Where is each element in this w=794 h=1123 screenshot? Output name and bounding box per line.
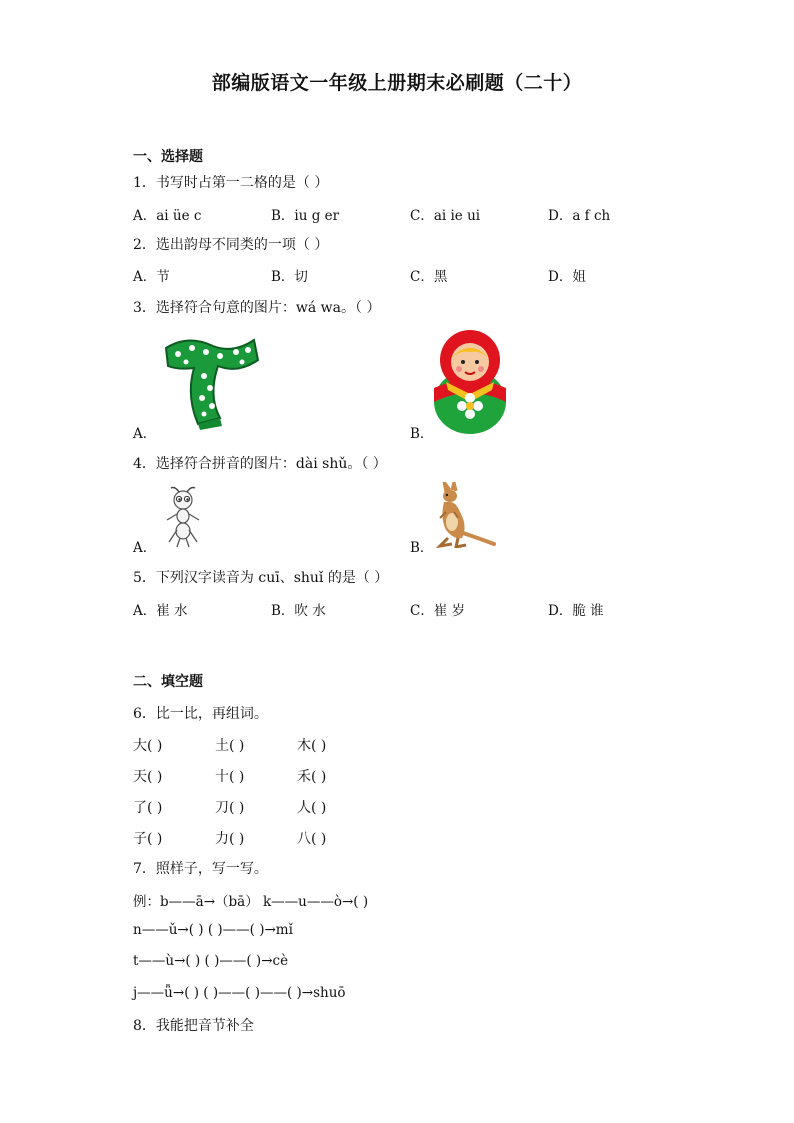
- q7-line[interactable]: j——ǖ→( ) ( )——( )——( )→shuō: [133, 985, 346, 1001]
- q6-cell[interactable]: 八( ): [297, 831, 327, 847]
- question-1-stem: 1．书写时占第一二格的是（ ）: [133, 175, 329, 191]
- q6-row-1: [133, 735, 379, 755]
- q6-cell[interactable]: 大( ): [133, 738, 163, 754]
- q2-option-a[interactable]: A．节: [133, 269, 170, 285]
- question-4-stem: 4．选择符合拼音的图片：dài shǔ。（ ）: [133, 456, 387, 472]
- q5-option-d[interactable]: D．脆 谁: [548, 603, 604, 619]
- q1-option-d[interactable]: D．a f ch: [548, 208, 611, 224]
- section-heading-choice: 一、选择题: [133, 149, 203, 165]
- q6-cell[interactable]: 十( ): [215, 769, 245, 785]
- q4-option-b[interactable]: B．: [410, 540, 434, 556]
- q5-option-a[interactable]: A．崔 水: [133, 603, 188, 619]
- q2-option-d[interactable]: D．姐: [548, 269, 586, 285]
- q7-example-line[interactable]: 例：b——ā→（bā） k——u——ò→( ): [133, 894, 369, 910]
- q6-cell[interactable]: 力( ): [215, 831, 245, 847]
- kangaroo-picture[interactable]: [434, 482, 496, 548]
- q3-option-b[interactable]: B．: [410, 426, 434, 442]
- q6-row-2: [133, 766, 379, 786]
- q5-option-b[interactable]: B．吹 水: [271, 603, 326, 619]
- q6-cell[interactable]: 了( ): [133, 800, 163, 816]
- q6-cell[interactable]: 人( ): [297, 800, 327, 816]
- q1-option-b[interactable]: B．iu g er: [271, 208, 340, 224]
- section-heading-fill-in: 二、填空题: [133, 674, 203, 690]
- q1-option-c[interactable]: C．ai ie ui: [410, 208, 481, 224]
- ant-picture[interactable]: [163, 486, 203, 548]
- q7-line[interactable]: t——ù→( ) ( )——( )→cè: [133, 953, 289, 969]
- question-5-stem: 5．下列汉字读音为 cuī、shuǐ 的是（ ）: [133, 570, 389, 586]
- q6-cell[interactable]: 子( ): [133, 831, 163, 847]
- question-3-stem: 3．选择符合句意的图片：wá wa。（ ）: [133, 300, 381, 316]
- nesting-doll-picture[interactable]: [432, 328, 508, 434]
- q6-cell[interactable]: 木( ): [297, 738, 327, 754]
- q3-option-a[interactable]: A．: [133, 426, 157, 442]
- q6-row-4: [133, 828, 379, 848]
- page-title: 部编版语文一年级上册期末必刷题（二十）: [211, 72, 583, 94]
- q6-cell[interactable]: 禾( ): [297, 769, 327, 785]
- q6-cell[interactable]: 刀( ): [215, 800, 245, 816]
- question-6-stem: 6．比一比，再组词。: [133, 706, 268, 722]
- green-scarf-picture[interactable]: [158, 326, 262, 430]
- q2-option-b[interactable]: B．切: [271, 269, 308, 285]
- q6-row-3: [133, 797, 379, 817]
- question-7-stem: 7．照样子，写一写。: [133, 861, 268, 877]
- q5-option-c[interactable]: C．崔 岁: [410, 603, 466, 619]
- q6-cell[interactable]: 天( ): [133, 769, 163, 785]
- question-2-stem: 2．选出韵母不同类的一项（ ）: [133, 237, 329, 253]
- q7-line[interactable]: n——ǔ→( ) ( )——( )→mǐ: [133, 922, 293, 938]
- q2-option-c[interactable]: C．黑: [410, 269, 448, 285]
- q4-option-a[interactable]: A．: [133, 540, 157, 556]
- q1-option-a[interactable]: A．ai üe c: [133, 208, 202, 224]
- q6-cell[interactable]: 土( ): [215, 738, 245, 754]
- question-8-stem: 8．我能把音节补全: [133, 1018, 254, 1034]
